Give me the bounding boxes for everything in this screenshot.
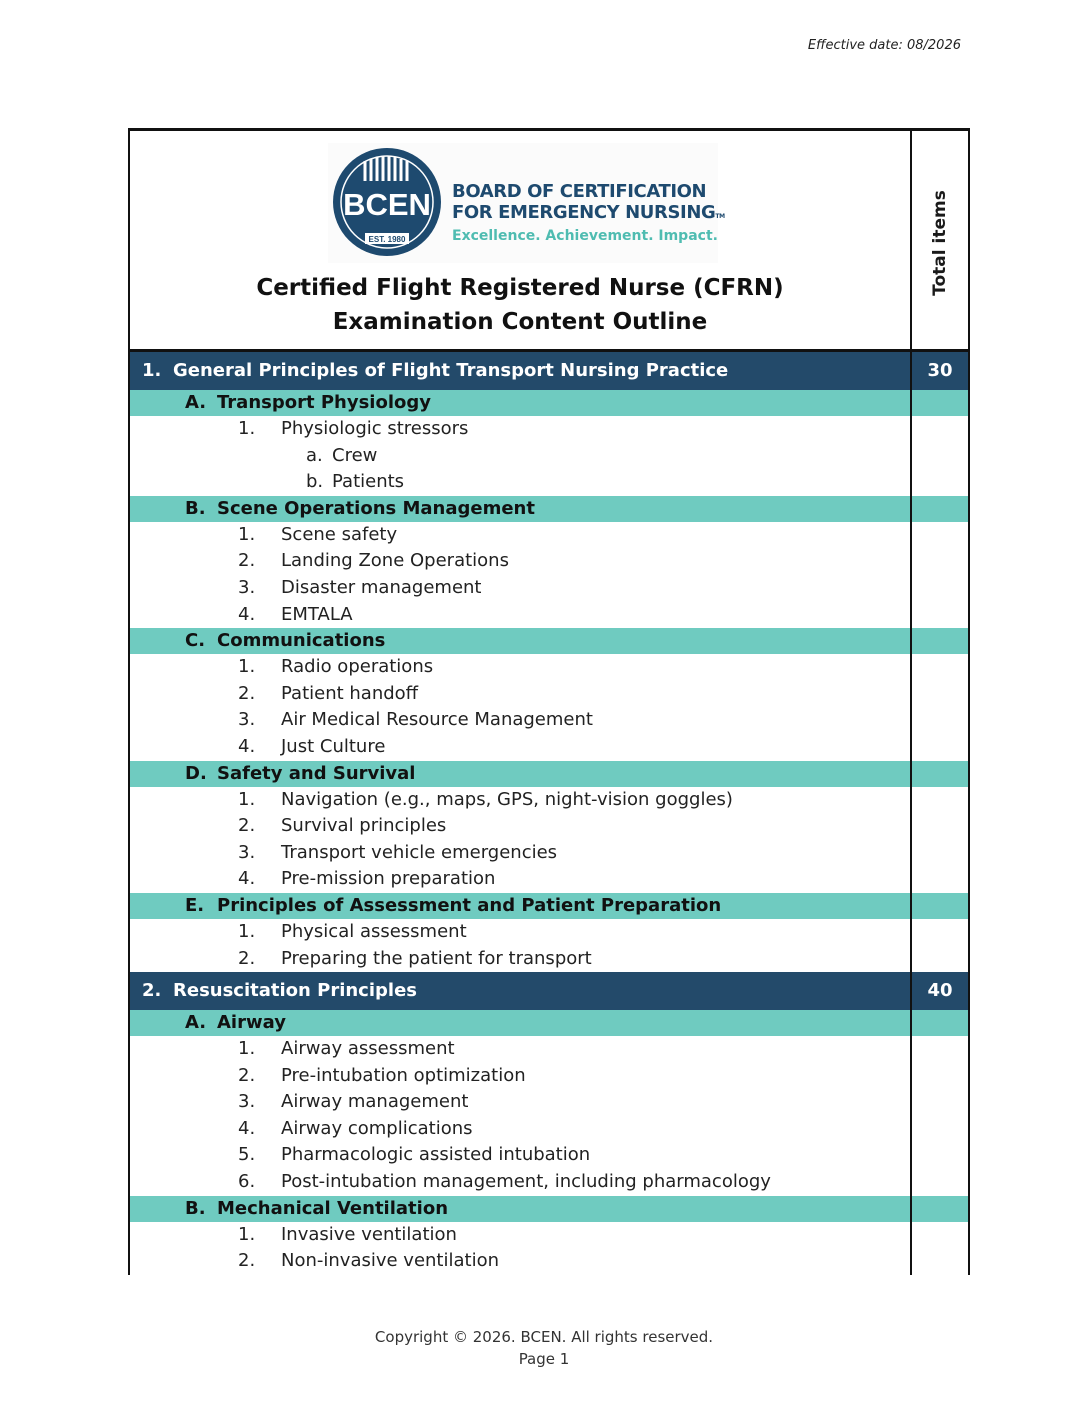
outline-item: 1. Physical assessment [130,919,968,946]
logo-line-2: FOR EMERGENCY NURSINGTM [452,202,725,223]
outline-item: 5. Pharmacologic assisted intubation [130,1142,968,1169]
subdomain-row [130,628,968,654]
outline-item: 2. Preparing the patient for transport [130,946,968,973]
subdomain-title: Transport Physiology [217,392,431,413]
subdomain-letter: A. [185,1012,207,1034]
bcen-logo [328,143,725,263]
outline-item: 1. Airway assessment [130,1036,968,1063]
domain-row [130,972,968,1010]
outline-item: 1. Physiologic stressors [130,416,968,443]
subdomain-letter: B. [185,1197,206,1219]
outline-item: 4. EMTALA [130,602,968,629]
domain-row [130,352,968,390]
subdomain-letter: B. [185,497,206,519]
subdomain-title: Airway [217,1012,286,1034]
subdomain-row [130,496,968,522]
content-outline-table [128,128,970,1275]
subdomain-title: Communications [217,630,386,652]
outline-item: 3. Disaster management [130,575,968,602]
subdomain-row [130,1010,968,1036]
domain-total: 40 [927,980,953,1002]
total-items-header-cell [912,131,968,349]
subdomain-letter: A. [185,392,207,413]
outline-item: 3. Air Medical Resource Management [130,707,968,734]
bcen-seal-icon [332,147,442,257]
outline-item: 3. Transport vehicle emergencies [130,840,968,867]
page-subtitle: Examination Content Outline [332,309,708,335]
outline-subitem: b. Patients [130,469,968,496]
outline-item: 1. Navigation (e.g., maps, GPS, night-vision goggles) [130,787,968,814]
total-items-header: Total items [930,190,950,296]
logo-line-1: BOARD OF CERTIFICATION [452,181,707,202]
subdomain-row [130,390,968,416]
table-header [130,131,968,352]
outline-item: 2. Landing Zone Operations [130,548,968,575]
subdomain-title: Scene Operations Management [217,497,535,519]
subdomain-title: Mechanical Ventilation [217,1197,449,1219]
outline-item: 1. Scene safety [130,522,968,549]
domain-title: Resuscitation Principles [173,980,417,1002]
svg-text:BCEN: BCEN [343,187,431,222]
outline-item: 4. Pre-mission preparation [130,866,968,893]
svg-text:EST. 1980: EST. 1980 [368,235,406,244]
outline-item: 2. Survival principles [130,813,968,840]
outline-item: 6. Post-intubation management, including pharmacology [130,1169,968,1196]
outline-item: 4. Airway complications [130,1116,968,1143]
outline-item: 1. Radio operations [130,654,968,681]
logo-tagline: Excellence. Achievement. Impact. [452,228,718,244]
domain-title: General Principles of Flight Transport Nursing Practice [173,360,729,381]
outline-item: 3. Airway management [130,1089,968,1116]
page-title: Certified Flight Registered Nurse (CFRN) [256,275,784,301]
header-title-cell [130,131,912,349]
subdomain-row [130,893,968,919]
subdomain-title: Principles of Assessment and Patient Preparation [217,894,722,916]
outline-item: 2. Pre-intubation optimization [130,1063,968,1090]
outline-item: 2. Non-invasive ventilation [130,1248,968,1275]
subdomain-row [130,1196,968,1222]
effective-date: Effective date: 08/2026 [807,38,961,53]
subdomain-letter: D. [185,762,207,784]
subdomain-row [130,761,968,787]
outline-subitem: a. Crew [130,443,968,470]
outline-item: 1. Invasive ventilation [130,1222,968,1249]
domain-number: 1. [142,360,162,381]
outline-item: 2. Patient handoff [130,681,968,708]
page-number: Page 1 [518,1350,570,1368]
footer-copyright: Copyright © 2026. BCEN. All rights reserved. [374,1328,714,1346]
subdomain-letter: C. [185,630,206,652]
subdomain-letter: E. [185,894,205,916]
outline-item: 4. Just Culture [130,734,968,761]
subdomain-title: Safety and Survival [217,762,416,784]
domain-number: 2. [142,980,162,1002]
domain-total: 30 [927,360,953,381]
